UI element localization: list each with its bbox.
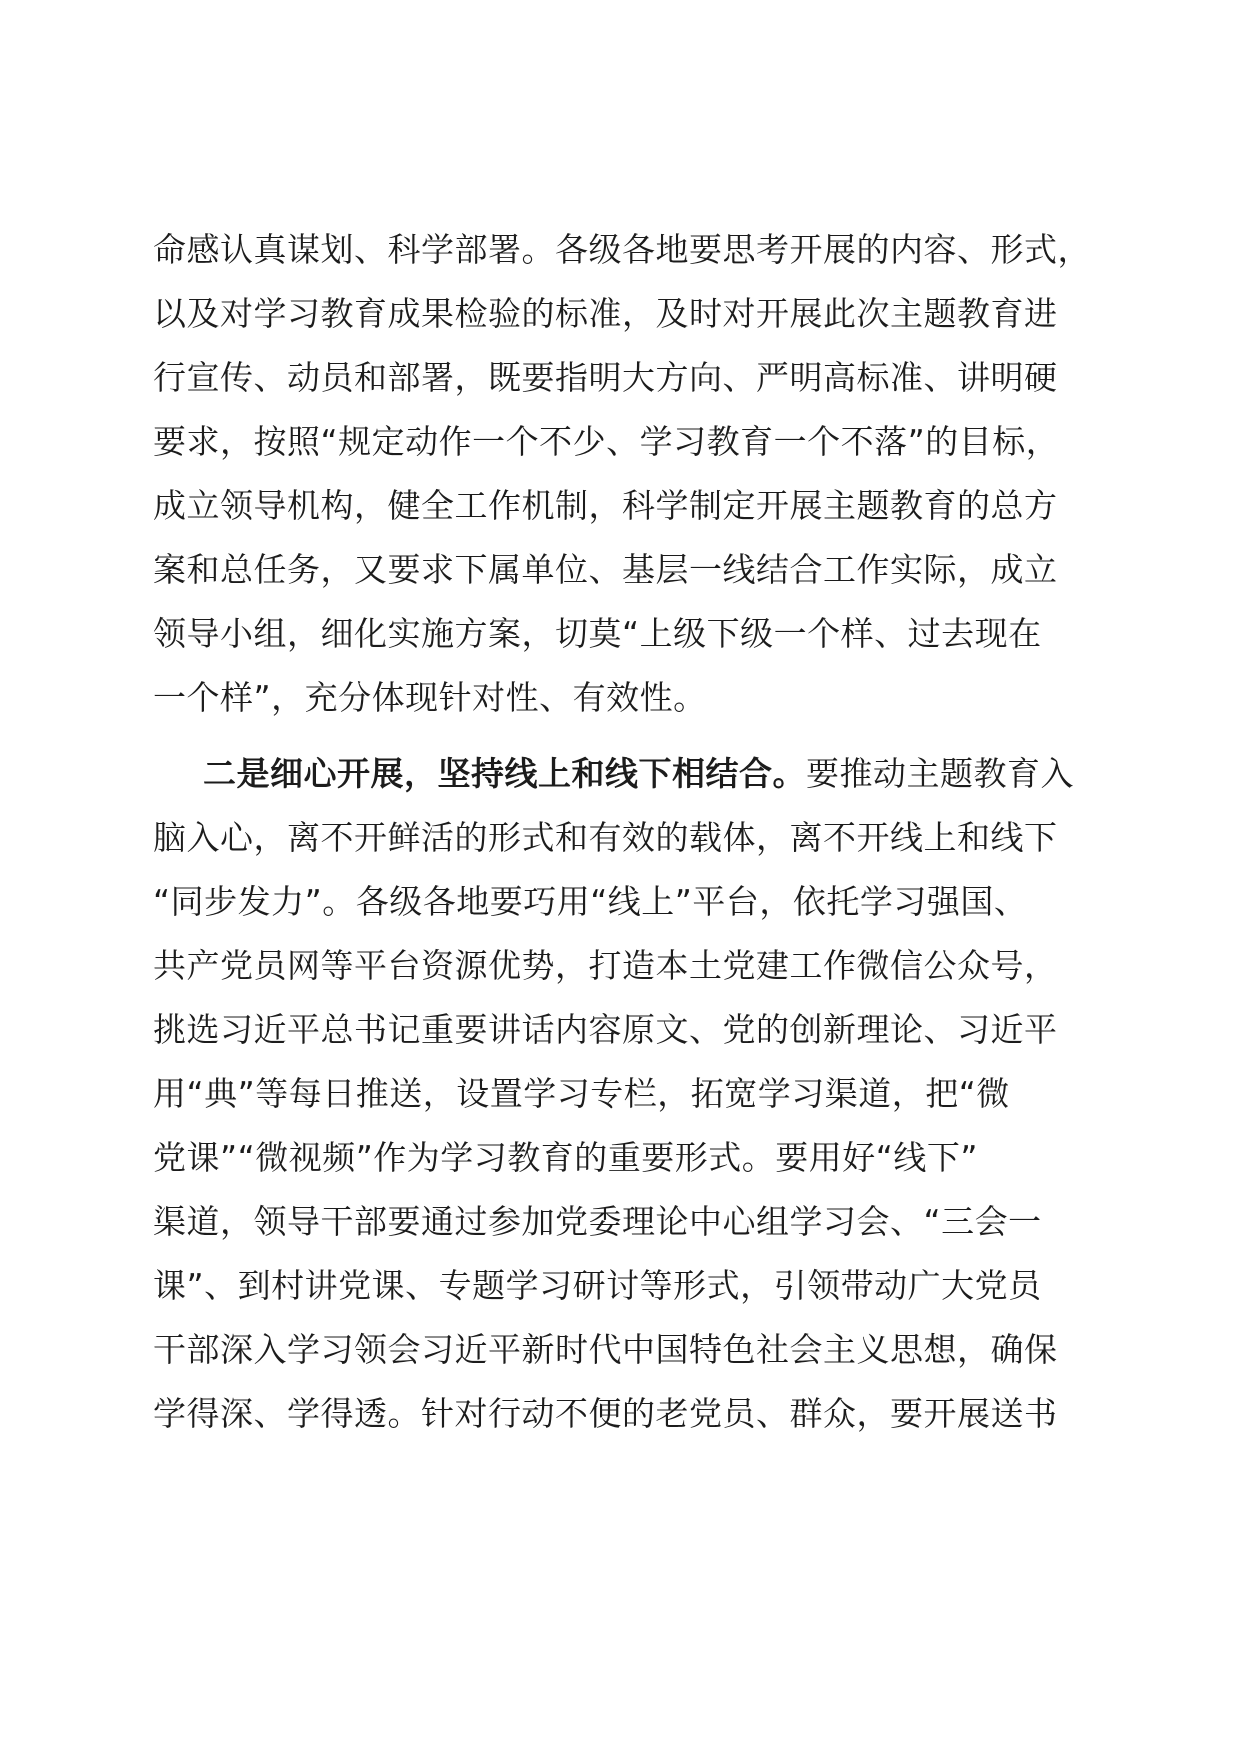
- text-line: 领导小组，细化实施方案，切莫“上级下级一个样、过去现在: [153, 614, 1042, 653]
- text-line: 要求，按照“规定动作一个不少、学习教育一个不落”的目标，: [153, 422, 1060, 461]
- text-line: “同步发力”。各级各地要巧用“线上”平台，依托学习强国、: [153, 882, 1028, 921]
- paragraph-spacer: [153, 730, 1113, 742]
- text-line: 党课”“微视频”作为学习教育的重要形式。要用好“线下”: [153, 1138, 978, 1177]
- text-line: 一个样”，充分体现针对性、有效性。: [153, 678, 707, 717]
- text-line: 以及对学习教育成果检验的标准，及时对开展此次主题教育进: [153, 294, 1058, 333]
- text-line: 命感认真谋划、科学部署。各级各地要思考开展的内容、形式，: [153, 230, 1091, 269]
- text-line: 挑选习近平总书记重要讲话内容原文、党的创新理论、习近平: [153, 1010, 1058, 1049]
- text-line: 干部深入学习领会习近平新时代中国特色社会主义思想，确保: [153, 1330, 1058, 1369]
- text-line: 渠道，领导干部要通过参加党委理论中心组学习会、“三会一: [153, 1202, 1042, 1241]
- text-line: 脑入心，离不开鲜活的形式和有效的载体，离不开线上和线下: [153, 818, 1058, 857]
- text-line: 用“典”等每日推送，设置学习专栏，拓宽学习渠道，把“微: [153, 1074, 1010, 1113]
- document-body: [153, 218, 1113, 1446]
- text-line: 成立领导机构，健全工作机制，科学制定开展主题教育的总方: [153, 486, 1058, 525]
- text-line: 共产党员网等平台资源优势，打造本土党建工作微信公众号，: [153, 946, 1058, 985]
- paragraph-first-line: [153, 742, 1113, 806]
- text-line: 案和总任务，又要求下属单位、基层一线结合工作实际，成立: [153, 550, 1058, 589]
- paragraph-2: [153, 742, 1113, 1446]
- paragraph-heading: 二是细心开展，坚持线上和线下相结合。: [203, 754, 806, 793]
- paragraph-first-line-text: 要推动主题教育入: [806, 754, 1074, 793]
- paragraph-1: [153, 218, 1113, 730]
- text-line: 课”、到村讲党课、专题学习研讨等形式，引领带动广大党员: [153, 1266, 1042, 1305]
- text-line: 学得深、学得透。针对行动不便的老党员、群众，要开展送书: [153, 1394, 1058, 1433]
- text-line: 行宣传、动员和部署，既要指明大方向、严明高标准、讲明硬: [153, 358, 1058, 397]
